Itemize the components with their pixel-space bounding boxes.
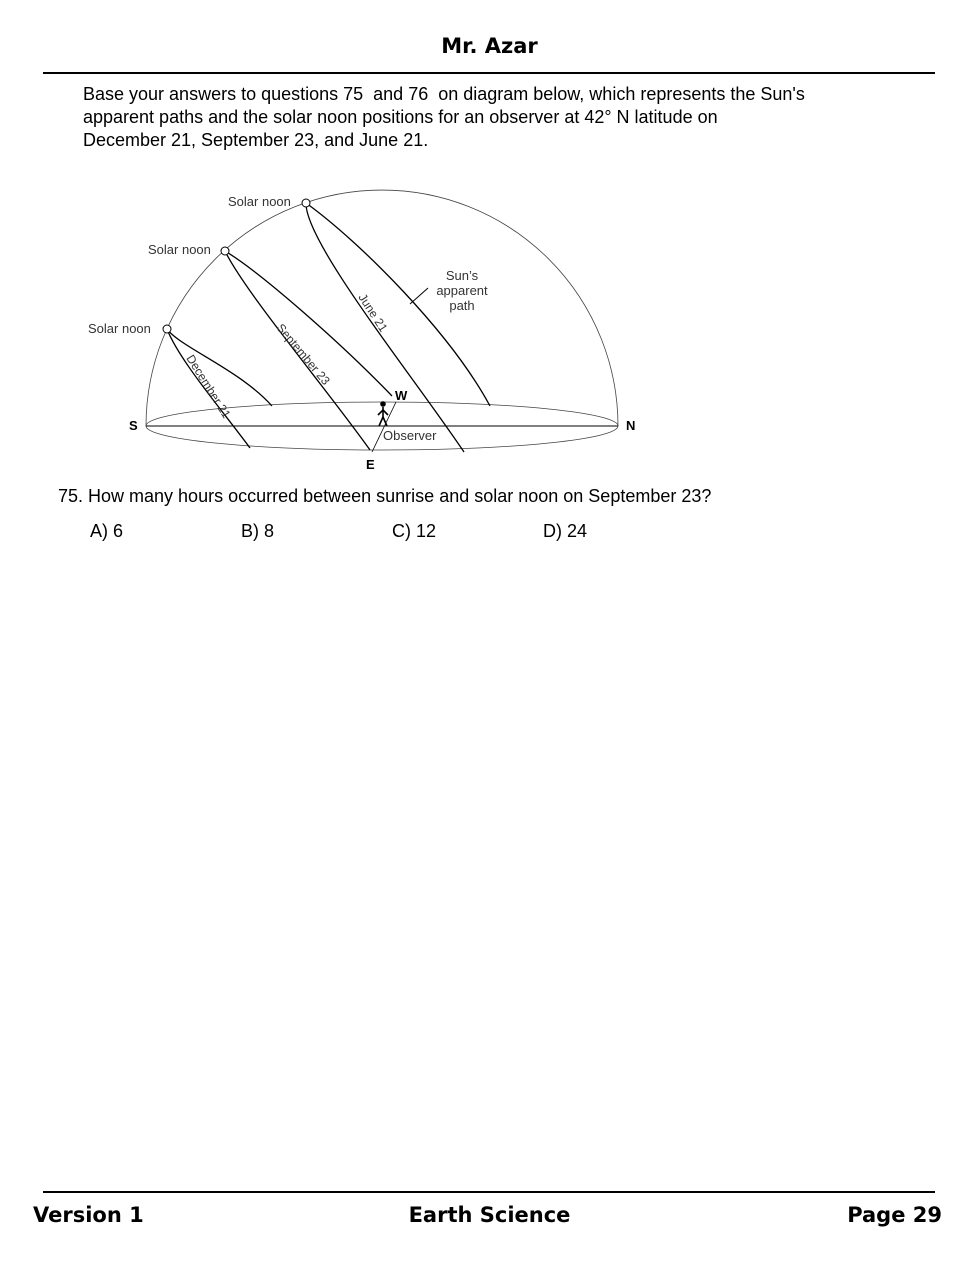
compass-north: N (626, 418, 636, 433)
page-header-title: Mr. Azar (441, 34, 538, 58)
choice-c: C) 12 (392, 521, 437, 541)
choice-a: A) 6 (90, 521, 124, 541)
compass-east: E (366, 457, 375, 472)
apparent-path-label-line-1: Sun’s (445, 268, 479, 283)
apparent-path-label-line-3: path (449, 298, 475, 313)
solar-noon-label-june: Solar noon (228, 194, 291, 209)
footer-page-number: Page 29 (847, 1203, 942, 1227)
observer-label: Observer (383, 428, 437, 443)
sun-path-diagram (80, 182, 660, 482)
footer-subject: Earth Science (408, 1203, 571, 1227)
question-75: 75. How many hours occurred between sunrise and solar noon on September 23? (58, 486, 712, 506)
solar-noon-marker-june (302, 199, 310, 207)
solar-noon-label-september: Solar noon (148, 242, 211, 257)
footer-divider (43, 1191, 935, 1193)
apparent-path-label-line-2: apparent (436, 283, 488, 298)
september-23-path (225, 251, 392, 396)
solar-noon-marker-september (221, 247, 229, 255)
intro-line-3: December 21, September 23, and June 21. (83, 130, 429, 150)
june-21-label: June 21 (355, 291, 391, 335)
december-21-label: December 21 (183, 352, 234, 421)
question-intro (83, 83, 883, 152)
september-23-label: September 23 (273, 320, 333, 388)
intro-line-1: Base your answers to questions 75 and 76 on diagram below, which represents the Sun's (83, 84, 805, 104)
solar-noon-marker-december (163, 325, 171, 333)
compass-west: W (395, 388, 408, 403)
solar-noon-label-december: Solar noon (88, 321, 151, 336)
footer-version: Version 1 (33, 1203, 144, 1227)
intro-line-2: apparent paths and the solar noon positions for an observer at 42° N latitude on (83, 107, 718, 127)
compass-south: S (129, 418, 138, 433)
choice-d: D) 24 (543, 521, 588, 541)
choice-b: B) 8 (241, 521, 275, 541)
east-west-line (372, 402, 396, 452)
header-divider (43, 72, 935, 74)
apparent-path-pointer (410, 288, 428, 304)
